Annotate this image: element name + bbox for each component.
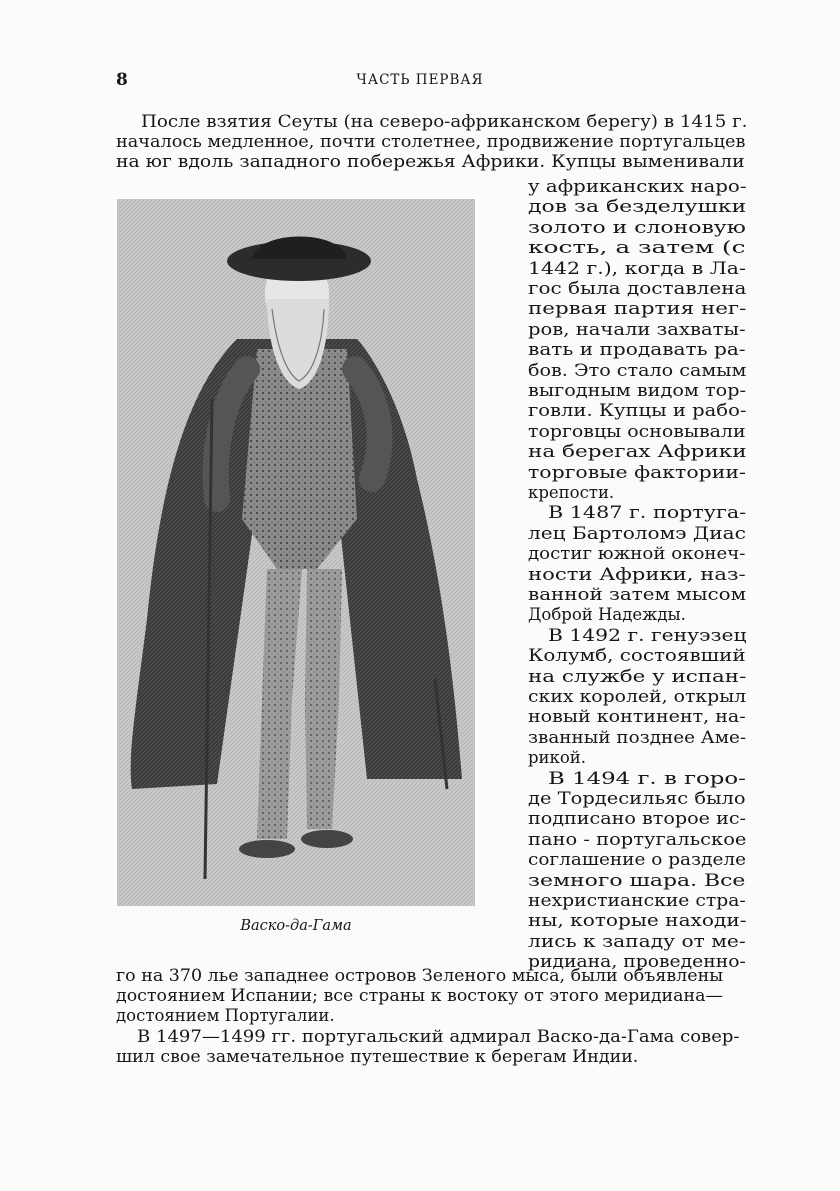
bottom-line-5: шил свое замечательное путешествие к берегам Индии. <box>116 1047 639 1066</box>
side-column-line: новый континент, на- <box>528 707 746 727</box>
side-column-line: земного шара. Все <box>528 870 746 890</box>
portrait-image <box>117 199 475 906</box>
side-column-line: званный позднее Аме- <box>528 727 747 747</box>
side-column-line: на берегах Африки <box>528 442 747 462</box>
top-line-2: началось медленное, почти столетнее, продвижение португальцев <box>116 132 746 151</box>
side-column-line: ны, которые находи- <box>528 911 747 931</box>
side-column-line: Доброй Надежды. <box>528 605 686 625</box>
side-column-line: достиг южной оконеч- <box>528 544 746 564</box>
side-column-line: Колумб, состоявший <box>528 646 746 666</box>
side-column-line: подписано второе ис- <box>528 809 747 829</box>
side-column-line: дов за безделушки <box>528 197 747 217</box>
side-column-line: золото и слоновую <box>528 217 746 237</box>
side-column-line: 1442 г.), когда в Ла- <box>528 258 746 278</box>
side-column-line: соглашение о разделе <box>528 850 746 870</box>
side-column-line: В 1487 г. португа- <box>548 503 747 523</box>
running-title: ЧАСТЬ ПЕРВАЯ <box>356 72 484 88</box>
portrait-figure <box>117 199 475 906</box>
side-column-line: торговцы основывали <box>528 421 746 441</box>
side-column-line: ности Африки, наз- <box>528 564 746 584</box>
side-column-line: пано - португальское <box>528 829 747 849</box>
side-column-line: ванной затем мысом <box>528 585 747 604</box>
side-column-line: на службе у испан- <box>528 666 747 686</box>
side-column-line: де Тордесильяс было <box>528 789 746 808</box>
bottom-line-4: В 1497—1499 гг. португальский адмирал Васко-да-Гама совер- <box>137 1027 740 1046</box>
figure-caption: Васко-да-Гама <box>240 918 352 934</box>
page-number: 8 <box>116 70 128 90</box>
side-column-line: кость, а затем (с <box>528 238 746 258</box>
side-column-line: нехристианские стра- <box>528 891 746 910</box>
side-column-line: у африканских наро- <box>528 177 747 196</box>
side-column-line: рикой. <box>528 748 587 768</box>
side-column-line: В 1492 г. генуэзец <box>548 625 747 645</box>
side-column-line: лись к западу от ме- <box>528 931 746 951</box>
side-column-line: первая партия нег- <box>528 299 747 319</box>
side-column-line: выгодным видом тор- <box>528 381 747 400</box>
side-column-line: лец Бартоломэ Диас <box>528 523 746 543</box>
side-column-line: ских королей, открыл <box>528 687 747 706</box>
bottom-line-2: достоянием Испании; все страны к востоку от этого меридиана— <box>116 986 723 1005</box>
side-column-line: бов. Это стало самым <box>528 360 747 380</box>
bottom-line-1: го на 370 лье западнее островов Зеленого мыса, были объявлены <box>116 966 724 985</box>
side-column-line: гос была доставлена <box>528 279 747 298</box>
bottom-line-3: достоянием Португалии. <box>116 1006 335 1025</box>
side-column-line: ров, начали захваты- <box>528 319 746 339</box>
side-column-line: говли. Купцы и рабо- <box>528 401 747 421</box>
side-column-line: крепости. <box>528 483 615 502</box>
side-column-line: торговые фактории- <box>528 462 746 482</box>
side-column-line: вать и продавать ра- <box>528 340 746 360</box>
top-line-1: После взятия Сеуты (на северо-африканском берегу) в 1415 г. <box>141 112 748 131</box>
top-line-3: на юг вдоль западного побережья Африки. Купцы выменивали <box>116 152 745 171</box>
side-column-line: ридиана, проведенно- <box>528 952 746 972</box>
side-column-line: В 1494 г. в горо- <box>548 768 746 788</box>
